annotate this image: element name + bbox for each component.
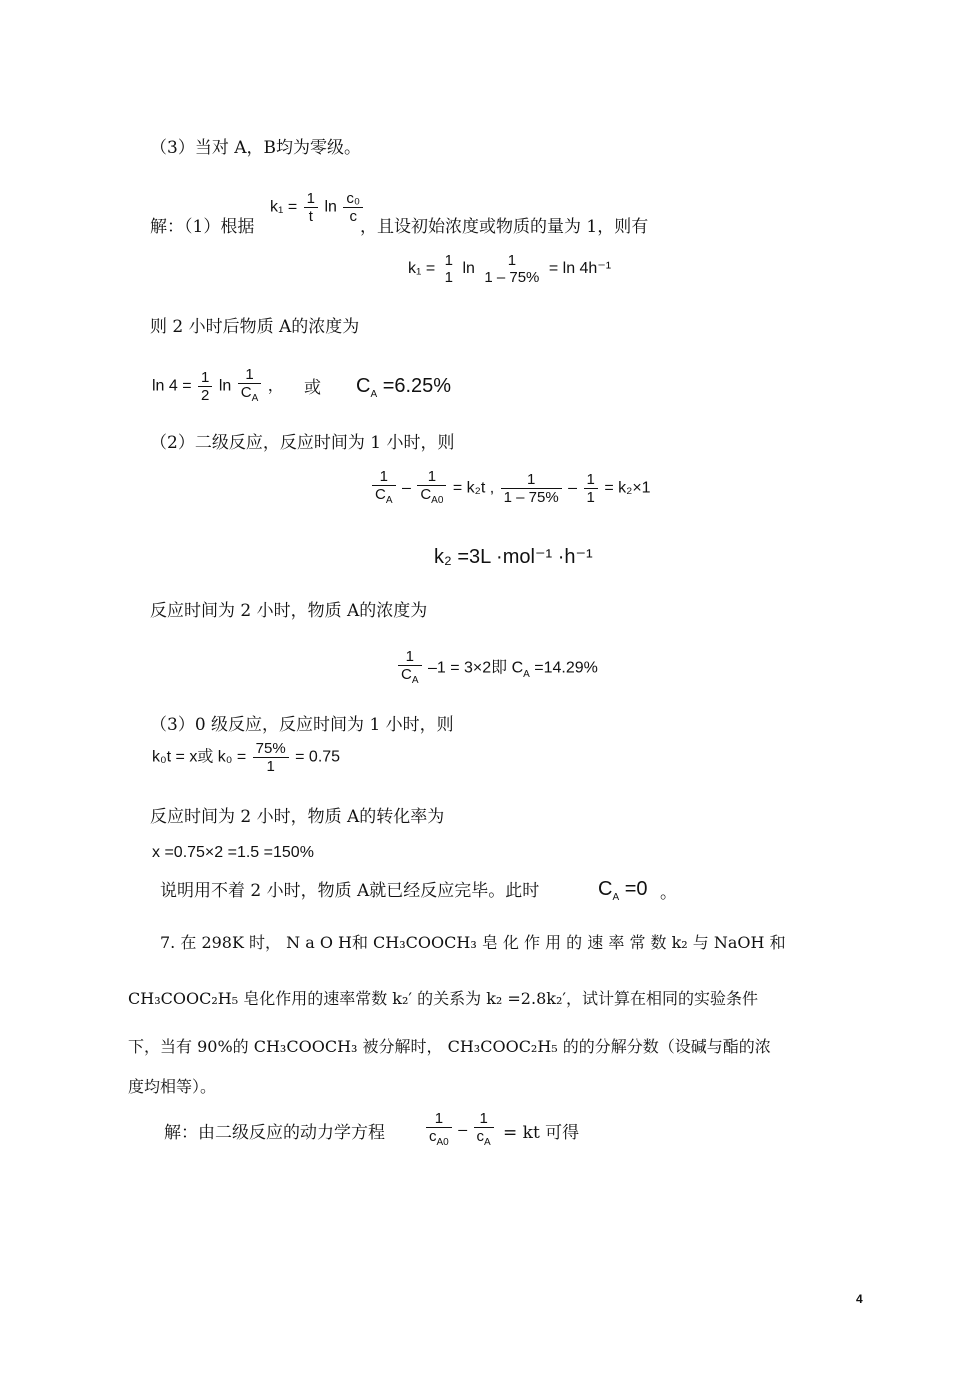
fraction-1-over-t	[304, 190, 318, 225]
fraction-1-over-ca	[238, 366, 262, 407]
page-number: 4	[856, 1292, 863, 1306]
fraction-1-over-1-75	[481, 252, 542, 286]
fraction-num: 1	[507, 252, 517, 269]
problem7-line1: 7. 在 298K 时， N a O H和 CH₃COOCH₃ 皂 化 作 用 的 速 率 常 数 k₂ 与 NaOH 和	[160, 933, 786, 952]
result-ca-6-25	[356, 375, 451, 406]
fraction-den: 2	[201, 387, 210, 404]
ln-symbol: ln	[324, 198, 337, 216]
eq-rhs: = 0.75	[295, 748, 341, 766]
subscript: A0	[436, 1137, 449, 1148]
line-explanation: 说明用不着 2 小时，物质 A就已经反应完毕。此时	[160, 881, 540, 901]
equation-conversion: x =0.75×2 =1.5 =150%	[152, 844, 314, 861]
fraction-den: C	[240, 384, 252, 401]
subscript: A	[411, 675, 419, 686]
fraction-1-over-2	[198, 369, 212, 404]
subscript: A	[370, 389, 378, 400]
eq-rhs: = ln 4h⁻¹	[548, 260, 612, 278]
fraction-den: t	[308, 208, 313, 225]
ln-symbol: ln	[462, 260, 475, 278]
formula-k1-lhs: k₁ =	[270, 198, 298, 216]
formula-k1-definition	[270, 190, 365, 225]
fraction-den: c	[429, 1128, 437, 1145]
fraction-den: 1	[444, 269, 453, 286]
fraction-1-over-1	[584, 471, 598, 506]
problem7-line4: 度均相等）。	[128, 1077, 217, 1096]
equation-second-order-rate	[424, 1110, 496, 1151]
problem7-solution: 解：由二级反应的动力学方程	[164, 1123, 385, 1143]
problem7-solution-cont: = kt 可得	[503, 1123, 580, 1143]
fraction-75-over-1	[253, 740, 289, 775]
eq-rhs: = k₂×1	[604, 479, 651, 497]
comma: ，	[267, 377, 284, 395]
result-k2: k₂ =3L ·mol⁻¹ ·h⁻¹	[434, 546, 593, 568]
fraction-num: 1	[398, 648, 422, 666]
fraction-den: 1	[266, 758, 275, 775]
value: =0	[624, 878, 648, 900]
fraction-1-over-1-75	[501, 471, 562, 506]
fraction-num: 1	[501, 471, 562, 489]
subscript: A	[385, 495, 393, 506]
fraction-den: C	[401, 666, 412, 683]
fraction-num: 1	[426, 1110, 452, 1128]
symbol-c: C	[356, 375, 371, 397]
problem7-line2: CH₃COOC₂H₅ 皂化作用的速率常数 k₂′ 的关系为 k₂ =2.8k₂′，试计算在相同的实验条件	[128, 989, 758, 1008]
fraction-1-over-ca	[398, 648, 422, 689]
fraction-num: 1	[304, 190, 318, 208]
line-part2-header: （2）二级反应，反应时间为 1 小时，则	[150, 433, 455, 453]
fraction-den: 1 – 75%	[484, 269, 540, 286]
fraction-num: 1	[444, 252, 453, 269]
equation-ln4	[152, 366, 284, 407]
line-part3-zero-order: （3）0 级反应，反应时间为 1 小时，则	[150, 715, 454, 735]
line-concentration-2h: 则 2 小时后物质 A的浓度为	[150, 317, 360, 337]
subscript: A	[484, 1137, 491, 1148]
minus: –	[568, 479, 578, 497]
ln-symbol: ln	[218, 377, 232, 395]
fraction-den: c	[476, 1128, 485, 1145]
fraction-den: 1	[586, 489, 595, 506]
eq-rhs: –1 = 3×2即 C	[427, 659, 524, 677]
subscript: A	[251, 393, 259, 404]
minus: –	[401, 479, 411, 497]
line-conversion-2h: 反应时间为 2 小时，物质 A的转化率为	[150, 807, 445, 827]
value: =6.25%	[382, 375, 452, 397]
line-solution-1-cont: ，且设初始浓度或物质的量为 1，则有	[360, 217, 649, 237]
equation-k0	[152, 740, 340, 775]
subscript: A	[612, 892, 620, 903]
fraction-num: 1	[417, 468, 446, 486]
line-concentration-2h-second: 反应时间为 2 小时，物质 A的浓度为	[150, 601, 428, 621]
fraction-den: c	[349, 208, 357, 225]
line-part3-header: （3）当对 A，B均为零级。	[150, 138, 361, 158]
line-solution-1: 解：（1）根据	[150, 217, 255, 237]
subscript: A0	[431, 495, 444, 506]
fraction-num: 75%	[253, 740, 289, 758]
fraction-num: 1	[474, 1110, 494, 1128]
word-or: 或	[304, 378, 321, 398]
minus: –	[458, 1121, 468, 1139]
eq-lhs: k₀t = x或 k₀ =	[152, 748, 247, 766]
equation-second-order	[370, 468, 651, 509]
subscript: A	[523, 668, 530, 680]
symbol-c: C	[598, 878, 613, 900]
eq-value: =14.29%	[534, 659, 598, 677]
fraction-num: 1	[584, 471, 598, 489]
fraction-1-over-1	[442, 252, 456, 286]
fraction-num: 1	[372, 468, 396, 486]
fraction-1-over-ca	[474, 1110, 494, 1151]
fraction-den: C	[375, 486, 386, 503]
problem7-line3: 下，当有 90%的 CH₃COOCH₃ 被分解时， CH₃COOC₂H₅ 的的分解分数（设碱与酯的浓	[128, 1037, 771, 1056]
fraction-num: 1	[198, 369, 212, 387]
fraction-den: C	[420, 486, 432, 503]
period: 。	[660, 883, 677, 903]
fraction-num: c₀	[343, 190, 363, 208]
fraction-num: 1	[238, 366, 262, 384]
fraction-1-over-ca0	[426, 1110, 452, 1151]
eq-mid: = k₂t ,	[452, 479, 495, 497]
fraction-1-over-ca	[372, 468, 396, 509]
eq-lhs: ln 4 =	[152, 377, 192, 395]
equation-ca-14-29	[396, 648, 598, 689]
eq-lhs: k₁ =	[408, 260, 436, 278]
fraction-1-over-ca0	[417, 468, 446, 509]
fraction-den: 1 – 75%	[503, 489, 559, 506]
result-ca-zero	[598, 878, 648, 909]
equation-k1-value	[408, 252, 611, 286]
